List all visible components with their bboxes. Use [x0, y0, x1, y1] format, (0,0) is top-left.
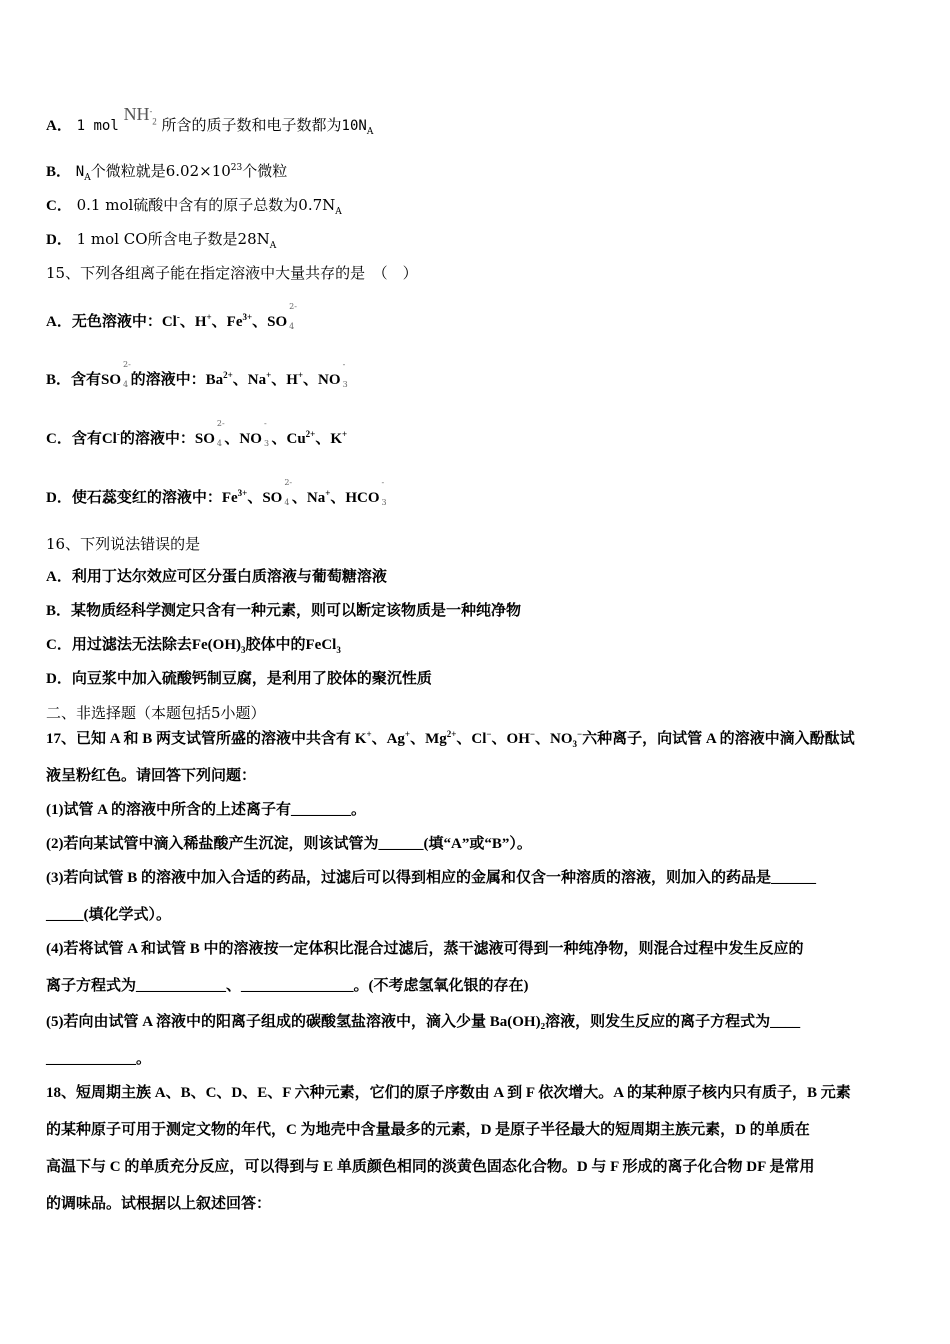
- q17-part5: (5)若向由试管 A 溶液中的阳离子组成的碳酸氢盐溶液中，滴入少量 Ba(OH)₂溶液，则发生反应的离子方程式为____: [46, 1014, 801, 1030]
- q14-option-d: D． 1 mol CO所含电子数是$28N_A$: [46, 230, 277, 251]
- q17-part5-cont: ____________。: [46, 1051, 152, 1067]
- section-heading: 二、非选择题（本题包括5小题）: [46, 704, 266, 722]
- q14-option-c: C． 0.1 mol硫酸中含有的原子总数为$0.7N_A$: [46, 196, 342, 217]
- q17-part2: (2)若向某试管中滴入稀盐酸产生沉淀，则该试管为______(填“A”或“B”）。: [46, 836, 532, 852]
- q16-option-d: D．向豆浆中加入硫酸钙制豆腐，是利用了胶体的聚沉性质: [46, 671, 432, 687]
- q15-option-c: C．含有Cl-的溶液中：SO 2- 4 、NO - 3 、$Cu^{2+}$、K+: [46, 419, 348, 448]
- amount: 1 mol: [76, 118, 119, 134]
- q15-option-a: A．无色溶液中：Cl-、H+、$Fe^{3+}$、SO 2- 4: [46, 302, 297, 331]
- q17-line1: 17、已知 A 和 B 两支试管所盛的溶液中共含有 K+、Ag+、$Mg^{2+}$、Cl−、OH−、$NO_3^-$六种离子，向试管 A 的溶液中滴入酚酞试: [46, 729, 855, 749]
- q18-line1: 18、短周期主族 A、B、C、D、E、F 六种元素，它们的原子序数由 A 到 F 依次增大。A 的某种原子核内只有质子，B 元素: [46, 1085, 851, 1101]
- q15-option-b: B．含有SO 2- 4 的溶液中：$Ba^{2+}$、Na+、H+、NO - 3: [46, 360, 348, 389]
- option-text: 所含的质子数和电子数都为: [161, 116, 342, 134]
- q17-part3: (3)若向试管 B 的溶液中加入合适的药品，过滤后可以得到相应的金属和仅含一种溶质的溶液，则加入的药品是______: [46, 870, 817, 886]
- q15-option-d: D．使石蕊变红的溶液中：$Fe^{3+}$、SO 2- 4 、Na+、HCO - 3: [46, 478, 387, 507]
- q18-line3: 高温下与 C 的单质充分反应，可以得到与 E 单质颜色相同的淡黄色固态化合物。D 与 F 形成的离子化合物 DF 是常用: [46, 1159, 815, 1175]
- q15-stem: 15、下列各组离子能在指定溶液中大量共存的是 （ ）: [46, 264, 418, 282]
- q16-option-b: B．某物质经科学测定只含有一种元素，则可以断定该物质是一种纯净物: [46, 603, 522, 619]
- q16-option-c: C．用过滤法无法除去$Fe(OH)_3$胶体中的FeCl$_3$: [46, 637, 341, 655]
- nh2-ion: $NH^-_2$: [123, 104, 157, 127]
- q16-option-a: A．利用丁达尔效应可区分蛋白质溶液与葡萄糖溶液: [46, 569, 387, 585]
- q14-option-b: B． $N_A$个微粒就是$6.02\times 10^{23}$个微粒: [46, 162, 288, 183]
- q17-part3-cont: _____(填化学式）。: [46, 907, 171, 923]
- q17-part4: (4)若将试管 A 和试管 B 中的溶液按一定体积比混合过滤后，蒸干滤液可得到一种纯净物，则混合过程中发生反应的: [46, 941, 804, 957]
- q17-line2: 液呈粉红色。请回答下列问题：: [46, 768, 257, 784]
- q14-option-a: A． 1 mol $NH^-_2$ 所含的质子数和电子数都为$10N_A$: [46, 104, 374, 137]
- q18-line2: 的某种原子可用于测定文物的年代，C 为地壳中含量最多的元素，D 是原子半径最大的短周期主族元素，D 的单质在: [46, 1122, 810, 1138]
- q17-part4-cont: 离子方程式为____________、_______________。(不考虑氢氧化银的存在): [46, 978, 529, 994]
- q16-stem: 16、下列说法错误的是: [46, 535, 201, 553]
- q17-part1: (1)试管 A 的溶液中所含的上述离子有________。: [46, 802, 366, 818]
- q18-line4: 的调味品。试根据以上叙述回答：: [46, 1196, 272, 1212]
- option-letter: A．: [46, 118, 72, 134]
